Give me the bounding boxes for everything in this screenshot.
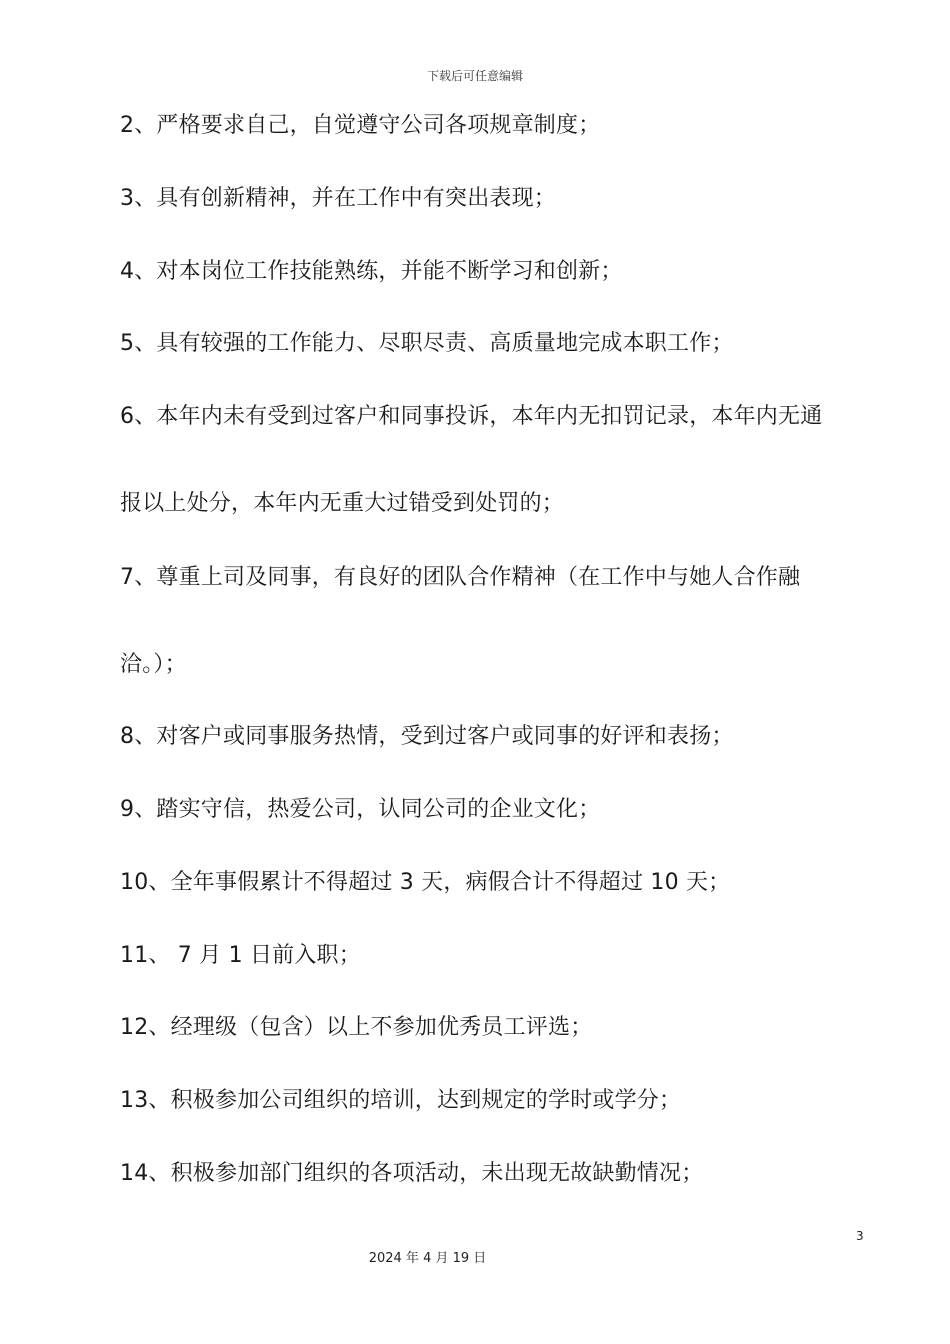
criteria-line: 9、踏实守信，热爱公司，认同公司的企业文化； <box>120 797 601 822</box>
criteria-line: 6、本年内未有受到过客户和同事投诉，本年内无扣罚记录，本年内无通 <box>120 404 823 429</box>
criteria-line: 12、经理级（包含）以上不参加优秀员工评选； <box>120 1015 593 1040</box>
criteria-line-continued: 洽。）； <box>120 652 187 677</box>
header-note: 下载后可任意编辑 <box>426 69 523 83</box>
criteria-line: 11、 7 月 1 日前入职； <box>120 943 361 968</box>
footer-date: 2024 年 4 月 19 日 <box>368 1251 487 1266</box>
criteria-line: 10、全年事假累计不得超过 3 天，病假合计不得超过 10 天； <box>120 870 731 895</box>
criteria-line: 3、具有创新精神，并在工作中有突出表现； <box>120 186 556 211</box>
criteria-line: 4、对本岗位工作技能熟练，并能不断学习和创新； <box>120 259 623 284</box>
criteria-line: 8、对客户或同事服务热情，受到过客户或同事的好评和表扬； <box>120 724 734 749</box>
criteria-line-continued: 报以上处分，本年内无重大过错受到处罚的； <box>120 491 565 516</box>
criteria-line: 7、尊重上司及同事，有良好的团队合作精神（在工作中与她人合作融 <box>120 565 801 590</box>
criteria-line: 13、积极参加公司组织的培训，达到规定的学时或学分； <box>120 1088 682 1113</box>
page-number: 3 <box>856 1229 864 1243</box>
criteria-line: 5、具有较强的工作能力、尽职尽责、高质量地完成本职工作； <box>120 331 734 356</box>
criteria-line: 14、积极参加部门组织的各项活动，未出现无故缺勤情况； <box>120 1161 704 1186</box>
criteria-line: 2、严格要求自己，自觉遵守公司各项规章制度； <box>120 113 601 138</box>
